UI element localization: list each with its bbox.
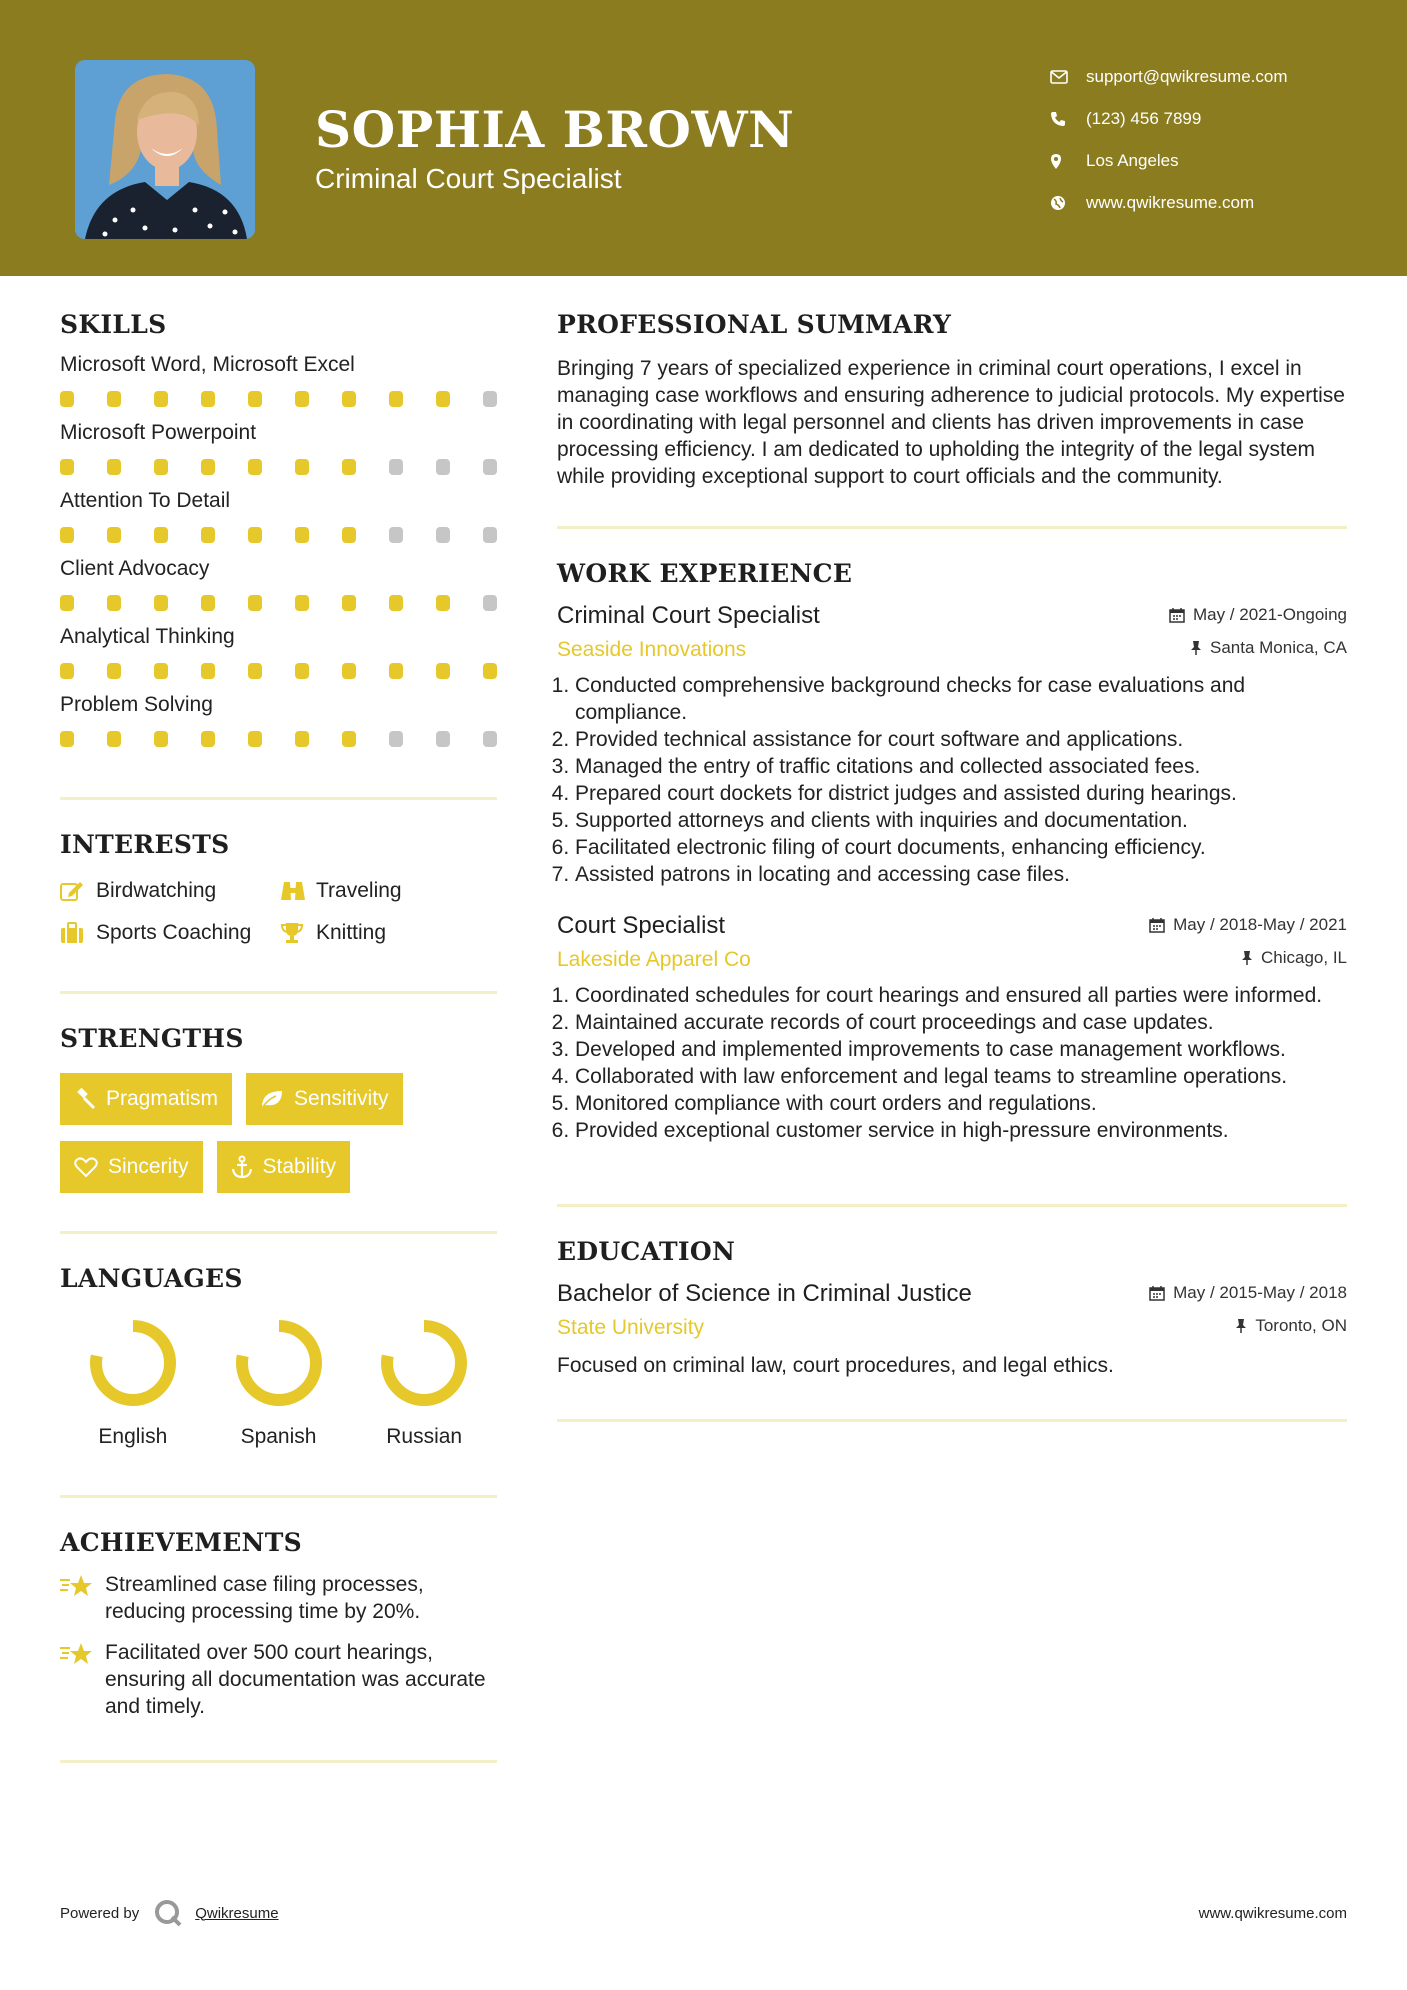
footer-website[interactable]: www.qwikresume.com	[1198, 1904, 1347, 1922]
rating-dot-filled	[436, 391, 450, 407]
profile-photo	[75, 60, 255, 239]
rating-dot-filled	[342, 731, 356, 747]
rating-dot-empty	[483, 459, 497, 475]
language-proficiency-arc	[96, 1326, 170, 1400]
duty-item: 4. Prepared court dockets for district judges and assisted during hearings.	[575, 780, 1347, 807]
rating-dot-filled	[60, 663, 74, 679]
rating-dot-filled	[201, 731, 215, 747]
rating-dot-filled	[436, 663, 450, 679]
calendar-icon	[1169, 607, 1185, 623]
job-date-text: May / 2021-Ongoing	[1192, 605, 1347, 624]
anchor-icon	[231, 1155, 253, 1179]
duty-item: 6. Facilitated electronic filing of court documents, enhancing efficiency.	[575, 834, 1347, 861]
interests-list	[60, 879, 497, 945]
strength-label: Stability	[262, 1155, 337, 1178]
language-ring	[378, 1317, 470, 1409]
contact-list	[1050, 56, 1288, 224]
education-location-text: Toronto, ON	[1255, 1316, 1347, 1335]
contact-location-text: Los Angeles	[1086, 151, 1179, 170]
rating-dot-filled	[201, 527, 215, 543]
job-title: Court Specialist	[557, 912, 726, 939]
duty-item: 3. Managed the entry of traffic citations and collected associated fees.	[575, 753, 1347, 780]
job-duties	[557, 982, 1347, 1144]
language-ring	[87, 1317, 179, 1409]
skill-rating	[60, 595, 497, 611]
binoculars-icon	[280, 880, 316, 902]
strengths-section	[60, 1024, 497, 1193]
experience-heading: WORK EXPERIENCE	[557, 559, 853, 588]
rating-dot-filled	[60, 459, 74, 475]
rating-dot-filled	[248, 731, 262, 747]
languages-list	[60, 1317, 497, 1449]
interest-item	[280, 879, 497, 903]
school-name: State University	[557, 1316, 705, 1339]
rating-dot-filled	[295, 459, 309, 475]
rating-dot-empty	[483, 595, 497, 611]
duty-item: 6. Provided exceptional customer service in high-pressure environments.	[575, 1117, 1347, 1144]
calendar-icon	[1149, 917, 1165, 933]
contact-phone-text: (123) 456 7899	[1086, 109, 1202, 128]
right-column	[557, 310, 1347, 1422]
powered-by-label: Powered by	[60, 1904, 140, 1922]
rating-dot-filled	[201, 595, 215, 611]
rating-dot-filled	[60, 595, 74, 611]
calendar-icon	[1149, 1285, 1165, 1301]
trophy-icon	[280, 922, 316, 944]
rating-dot-filled	[60, 391, 74, 407]
duty-item: 2. Provided technical assistance for court software and applications.	[575, 726, 1347, 753]
skill-rating	[60, 459, 497, 475]
strength-label: Pragmatism	[106, 1087, 219, 1110]
envelope-icon	[1050, 70, 1086, 84]
language-ring	[233, 1317, 325, 1409]
rating-dot-filled	[389, 663, 403, 679]
strength-tag	[217, 1141, 351, 1193]
rating-dot-filled	[248, 391, 262, 407]
language-proficiency-arc	[387, 1326, 461, 1400]
skill-name: Analytical Thinking	[60, 625, 235, 648]
rating-dot-empty	[389, 459, 403, 475]
section-divider	[60, 1760, 497, 1763]
rating-dot-filled	[107, 663, 121, 679]
language-label: Spanish	[240, 1425, 317, 1448]
job-location-text: Santa Monica, CA	[1209, 638, 1347, 657]
section-divider	[60, 797, 497, 800]
duty-item: 4. Collaborated with law enforcement and legal teams to streamline operations.	[575, 1063, 1347, 1090]
job-company: Lakeside Apparel Co	[557, 948, 751, 971]
achievement-text: Facilitated over 500 court hearings, ensuring all documentation was accurate and timely.	[105, 1641, 486, 1718]
languages-heading: LANGUAGES	[60, 1264, 243, 1293]
rating-dot-filled	[248, 459, 262, 475]
rating-dot-filled	[201, 391, 215, 407]
skill-rating	[60, 663, 497, 679]
duty-item: 1. Coordinated schedules for court hearings and ensured all parties were informed.	[575, 982, 1347, 1009]
strength-tag	[60, 1141, 203, 1193]
skill-name: Attention To Detail	[60, 489, 231, 512]
qwikresume-logo-icon	[153, 1898, 183, 1928]
rating-dot-filled	[389, 391, 403, 407]
rating-dot-empty	[389, 731, 403, 747]
star-icon	[60, 1639, 105, 1720]
education-date	[1149, 1283, 1347, 1303]
interest-label: Knitting	[316, 921, 387, 944]
footer	[60, 1898, 1347, 1928]
skills-list	[60, 353, 497, 747]
pushpin-icon	[1235, 1318, 1247, 1334]
section-divider	[60, 991, 497, 994]
rating-dot-filled	[154, 391, 168, 407]
rating-dot-empty	[483, 527, 497, 543]
section-divider	[60, 1231, 497, 1234]
rating-dot-filled	[342, 595, 356, 611]
rating-dot-filled	[342, 527, 356, 543]
globe-icon	[1050, 195, 1086, 211]
achievement-text: Streamlined case filing processes, reducing processing time by 20%.	[105, 1573, 424, 1623]
skills-heading: SKILLS	[60, 310, 167, 339]
rating-dot-empty	[483, 731, 497, 747]
skill-rating	[60, 391, 497, 407]
job-location-text: Chicago, IL	[1261, 948, 1347, 967]
pushpin-icon	[1190, 640, 1202, 656]
rating-dot-filled	[154, 459, 168, 475]
contact-website[interactable]	[1050, 182, 1288, 224]
rating-dot-filled	[201, 663, 215, 679]
language-item	[60, 1317, 206, 1449]
duty-item: 5. Supported attorneys and clients with inquiries and documentation.	[575, 807, 1347, 834]
gavel-icon	[74, 1088, 96, 1110]
rating-dot-filled	[107, 391, 121, 407]
rating-dot-filled	[436, 595, 450, 611]
job-entry	[557, 912, 1347, 1144]
skill-rating	[60, 731, 497, 747]
interest-item	[280, 921, 497, 945]
duty-item: 1. Conducted comprehensive background checks for case evaluations and compliance.	[575, 672, 1347, 726]
strengths-list	[60, 1073, 497, 1193]
leaf-icon	[260, 1089, 284, 1109]
job-title: Criminal Court Specialist	[557, 602, 820, 629]
rating-dot-filled	[295, 527, 309, 543]
rating-dot-filled	[154, 527, 168, 543]
rating-dot-empty	[389, 527, 403, 543]
interest-label: Traveling	[316, 879, 402, 902]
contact-website-text: www.qwikresume.com	[1086, 193, 1255, 212]
candidate-name: SOPHIA BROWN	[315, 100, 795, 159]
achievements-heading: ACHIEVEMENTS	[60, 1528, 302, 1557]
job-entry	[557, 602, 1347, 888]
education-heading: EDUCATION	[557, 1237, 736, 1266]
rating-dot-empty	[436, 527, 450, 543]
rating-dot-filled	[295, 663, 309, 679]
rating-dot-filled	[107, 459, 121, 475]
rating-dot-filled	[154, 731, 168, 747]
skill-name: Microsoft Word, Microsoft Excel	[60, 353, 355, 376]
duty-item: 7. Assisted patrons in locating and accessing case files.	[575, 861, 1347, 888]
interests-heading: INTERESTS	[60, 830, 230, 859]
rating-dot-empty	[436, 731, 450, 747]
job-date-text: May / 2018-May / 2021	[1173, 915, 1347, 934]
rating-dot-filled	[248, 663, 262, 679]
rating-dot-filled	[154, 595, 168, 611]
rating-dot-filled	[342, 459, 356, 475]
skill-rating	[60, 527, 497, 543]
achievement-item	[60, 1571, 497, 1625]
education-section	[557, 1237, 1347, 1379]
rating-dot-filled	[201, 459, 215, 475]
pushpin-icon	[1241, 950, 1253, 966]
languages-section	[60, 1264, 497, 1449]
job-location	[1190, 638, 1347, 658]
education-location	[1235, 1316, 1347, 1336]
section-divider	[557, 526, 1347, 529]
heart-icon	[74, 1157, 98, 1178]
rating-dot-filled	[60, 527, 74, 543]
interest-label: Sports Coaching	[96, 921, 252, 944]
language-item	[206, 1317, 352, 1449]
rating-dot-filled	[295, 595, 309, 611]
job-date	[1149, 915, 1347, 935]
skill-name: Client Advocacy	[60, 557, 210, 580]
summary-heading: PROFESSIONAL SUMMARY	[557, 310, 952, 339]
duty-item: 2. Maintained accurate records of court proceedings and case updates.	[575, 1009, 1347, 1036]
rating-dot-empty	[483, 391, 497, 407]
contact-phone[interactable]	[1050, 98, 1288, 140]
rating-dot-filled	[248, 595, 262, 611]
rating-dot-filled	[60, 731, 74, 747]
job-company: Seaside Innovations	[557, 638, 747, 661]
language-proficiency-arc	[242, 1326, 316, 1400]
left-column	[60, 310, 497, 1763]
rating-dot-filled	[342, 663, 356, 679]
interest-item	[60, 879, 280, 903]
strength-label: Sincerity	[108, 1155, 189, 1178]
skills-section	[60, 310, 497, 747]
strength-tag	[246, 1073, 403, 1125]
job-duties	[557, 672, 1347, 888]
resume-header	[0, 0, 1407, 276]
briefcase-icon	[60, 922, 96, 944]
experience-section	[557, 559, 1347, 1144]
degree-title: Bachelor of Science in Criminal Justice	[557, 1280, 972, 1307]
strength-label: Sensitivity	[294, 1087, 389, 1110]
rating-dot-filled	[154, 663, 168, 679]
interest-label: Birdwatching	[96, 879, 217, 902]
contact-location	[1050, 140, 1288, 182]
star-icon	[60, 1571, 105, 1625]
interests-section	[60, 830, 497, 945]
rating-dot-filled	[107, 595, 121, 611]
location-pin-icon	[1050, 153, 1086, 170]
skill-name: Problem Solving	[60, 693, 213, 716]
section-divider	[557, 1204, 1347, 1207]
education-entry	[557, 1280, 1347, 1379]
contact-email-text: support@qwikresume.com	[1086, 67, 1288, 86]
job-date	[1169, 605, 1347, 625]
contact-email[interactable]	[1050, 56, 1288, 98]
duty-item: 5. Monitored compliance with court orders and regulations.	[575, 1090, 1347, 1117]
brand-link[interactable]: Qwikresume	[195, 1904, 279, 1922]
rating-dot-filled	[295, 391, 309, 407]
rating-dot-empty	[436, 459, 450, 475]
summary-text: Bringing 7 years of specialized experience in criminal court operations, I excel in managing case workflows and ensuring adherence to judicial protocols. My expertise in coordinating with legal personnel and clients has driven improvements in case processing efficiency. I am dedicated to upholding the integrity of the legal system while providing exceptional support to court officials and the community.	[557, 357, 1345, 488]
rating-dot-filled	[295, 731, 309, 747]
language-label: Russian	[386, 1425, 463, 1448]
section-divider	[60, 1495, 497, 1498]
skill-name: Microsoft Powerpoint	[60, 421, 257, 444]
rating-dot-filled	[107, 731, 121, 747]
interest-item	[60, 921, 280, 945]
language-item	[351, 1317, 497, 1449]
achievements-section	[60, 1528, 497, 1720]
phone-icon	[1050, 111, 1086, 127]
strengths-heading: STRENGTHS	[60, 1024, 244, 1053]
candidate-title: Criminal Court Specialist	[315, 163, 622, 194]
section-divider	[557, 1419, 1347, 1422]
rating-dot-filled	[248, 527, 262, 543]
education-date-text: May / 2015-May / 2018	[1173, 1283, 1347, 1302]
rating-dot-filled	[342, 391, 356, 407]
rating-dot-filled	[483, 663, 497, 679]
rating-dot-filled	[389, 595, 403, 611]
powered-by	[60, 1898, 279, 1928]
strength-tag	[60, 1073, 232, 1125]
pencil-icon	[60, 880, 96, 902]
summary-section	[557, 310, 1347, 490]
rating-dot-filled	[107, 527, 121, 543]
education-description: Focused on criminal law, court procedures, and legal ethics.	[557, 1354, 1114, 1377]
language-label: English	[98, 1425, 168, 1448]
job-location	[1241, 948, 1347, 968]
achievement-item	[60, 1639, 497, 1720]
duty-item: 3. Developed and implemented improvements to case management workflows.	[575, 1036, 1347, 1063]
